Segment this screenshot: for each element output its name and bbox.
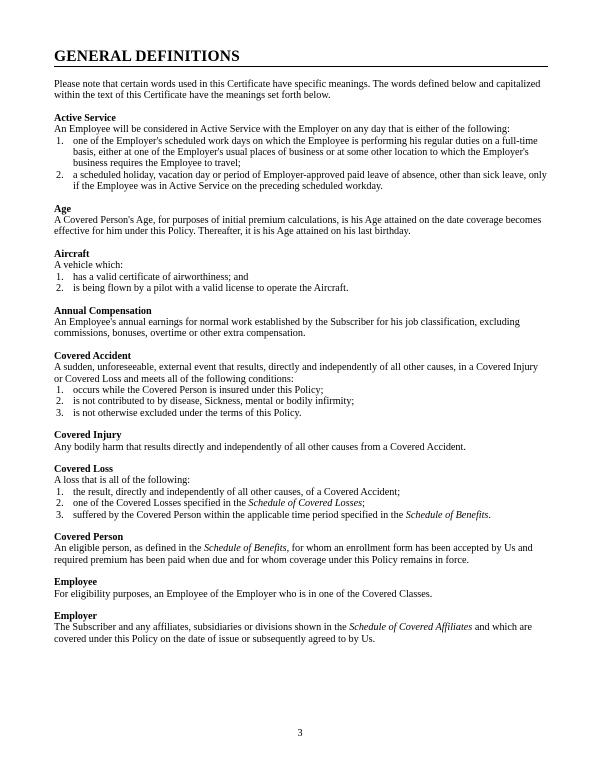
section-lead-text: A vehicle which: [54, 260, 124, 272]
italic-reference: Schedule of Covered Losses [248, 498, 363, 510]
list-item-number: 2. [56, 283, 64, 295]
list-item-number: 3. [56, 407, 64, 419]
list-item-number: 1. [56, 271, 64, 283]
section-heading: Age [54, 203, 71, 215]
list-item-text-after: ; [362, 498, 365, 510]
numbered-list [54, 487, 548, 521]
numbered-list [54, 272, 548, 295]
list-item-number: 2. [56, 396, 64, 408]
italic-reference: Schedule of Benefits [405, 509, 489, 521]
numbered-list [54, 136, 548, 193]
list-item-number: 2. [56, 498, 64, 510]
title-underline-rule [54, 66, 548, 67]
section-heading: Aircraft [54, 248, 90, 260]
section-heading: Annual Compensation [54, 305, 152, 317]
intro-paragraph-block [54, 79, 548, 102]
list-item [54, 283, 548, 294]
definition-section-covered-loss [54, 464, 548, 521]
section-heading: Active Service [54, 112, 116, 124]
section-lead-text [54, 622, 548, 645]
section-heading: Covered Loss [54, 463, 113, 475]
section-heading: Covered Accident [54, 350, 132, 362]
list-item-text: is being flown by a pilot with a valid license to operate the Aircraft. [73, 283, 349, 295]
list-item-text-before: one of the Covered Losses specified in the [73, 498, 249, 510]
italic-reference: Schedule of Benefits [203, 543, 287, 555]
section-lead-text: An Employee's annual earnings for normal work established by the Subscriber for his job classification, excluding commissions, bonuses, overtime or other extra compensation. [54, 316, 520, 340]
list-item [54, 396, 548, 407]
list-item-number: 2. [56, 169, 64, 181]
numbered-list [54, 385, 548, 419]
section-heading: Covered Person [54, 532, 124, 543]
definition-section-aircraft [54, 249, 548, 295]
page-number: 3 [297, 728, 303, 739]
italic-reference: Schedule of Covered Affiliates [349, 622, 473, 634]
document-content [54, 48, 548, 645]
list-item [54, 272, 548, 283]
page-title: GENERAL DEFINITIONS [54, 48, 240, 65]
section-heading: Employer [54, 611, 98, 623]
lead-text-before: The Subscriber and any affiliates, subsidiaries or divisions shown in the [54, 622, 350, 634]
list-item-text [73, 510, 548, 521]
list-item-number: 3. [56, 509, 64, 521]
definition-section-employee [54, 577, 548, 600]
lead-text-after: , for whom an enrollment form has been accepted by Us and required premium has been paid when due and for whom coverage under this Policy remains in force. [54, 543, 533, 566]
list-item [54, 510, 548, 521]
list-item-text: occurs while the Covered Person is insured under this Policy; [73, 384, 324, 396]
definition-section-covered-person [54, 532, 548, 566]
list-item [54, 498, 548, 509]
list-item [54, 487, 548, 498]
list-item-text: is not otherwise excluded under the terms of this Policy. [73, 407, 302, 419]
section-heading: Employee [54, 577, 98, 589]
definition-section-active-service [54, 113, 548, 193]
list-item-text-before: suffered by the Covered Person within the applicable time period specified in the [73, 509, 406, 521]
definition-section-annual-compensation [54, 306, 548, 340]
section-lead-text: For eligibility purposes, an Employee of the Employer who is in one of the Covered Classes. [54, 588, 433, 600]
section-lead-text: A Covered Person's Age, for purposes of initial premium calculations, is his Age attained on the date coverage becomes effective for him under this Policy. Thereafter, it is his Age attained on his last birthday. [54, 215, 542, 238]
lead-text-before: An eligible person, as defined in the [54, 543, 204, 555]
section-lead-text: A sudden, unforeseeable, external event that results, directly and independently of all other causes, in a Covered Injury or Covered Loss and meets all of the following conditions: [54, 362, 539, 385]
definition-section-covered-accident [54, 351, 548, 419]
list-item [54, 136, 548, 170]
intro-paragraph: Please note that certain words used in this Certificate have specific meanings. The words defined below and capitalized within the text of this Certificate have the meanings set forth below. [54, 79, 541, 102]
list-item-text: the result, directly and independently of all other causes, of a Covered Accident; [73, 486, 401, 498]
list-item-text: has a valid certificate of airworthiness; and [73, 271, 249, 283]
list-item [54, 170, 548, 193]
list-item-number: 1. [56, 486, 64, 498]
section-lead-text [54, 543, 548, 566]
section-heading: Covered Injury [54, 430, 122, 442]
list-item-number: 1. [56, 135, 64, 147]
list-item-text: a scheduled holiday, vacation day or period of Employer-approved paid leave of absence, other than sick leave, only if the Employee was in Active Service on the preceding scheduled workday. [73, 169, 547, 193]
definition-section-covered-injury [54, 430, 548, 453]
definition-section-age [54, 204, 548, 238]
list-item [54, 408, 548, 419]
lead-text-after: and which are covered under this Policy on the date of issue or subsequently agreed to by Us. [54, 622, 532, 645]
definition-section-employer [54, 611, 548, 645]
section-lead-text: A loss that is all of the following: [54, 475, 191, 487]
list-item-text [73, 498, 548, 509]
section-lead-text: An Employee will be considered in Active Service with the Employer on any day that is either of the following: [54, 124, 510, 136]
list-item-text-after: . [488, 509, 491, 521]
list-item-text: is not contributed to by disease, Sickness, mental or bodily infirmity; [73, 396, 355, 408]
list-item-number: 1. [56, 384, 64, 396]
list-item [54, 385, 548, 396]
section-lead-text: Any bodily harm that results directly and independently of all other causes from a Covered Accident. [54, 441, 466, 453]
list-item-text: one of the Employer's scheduled work days on which the Employee is performing his regular duties on a full-time basis, either at one of the Employer's usual places of business or at some other location to which the Employer's business requires the Employee to travel; [73, 135, 538, 170]
